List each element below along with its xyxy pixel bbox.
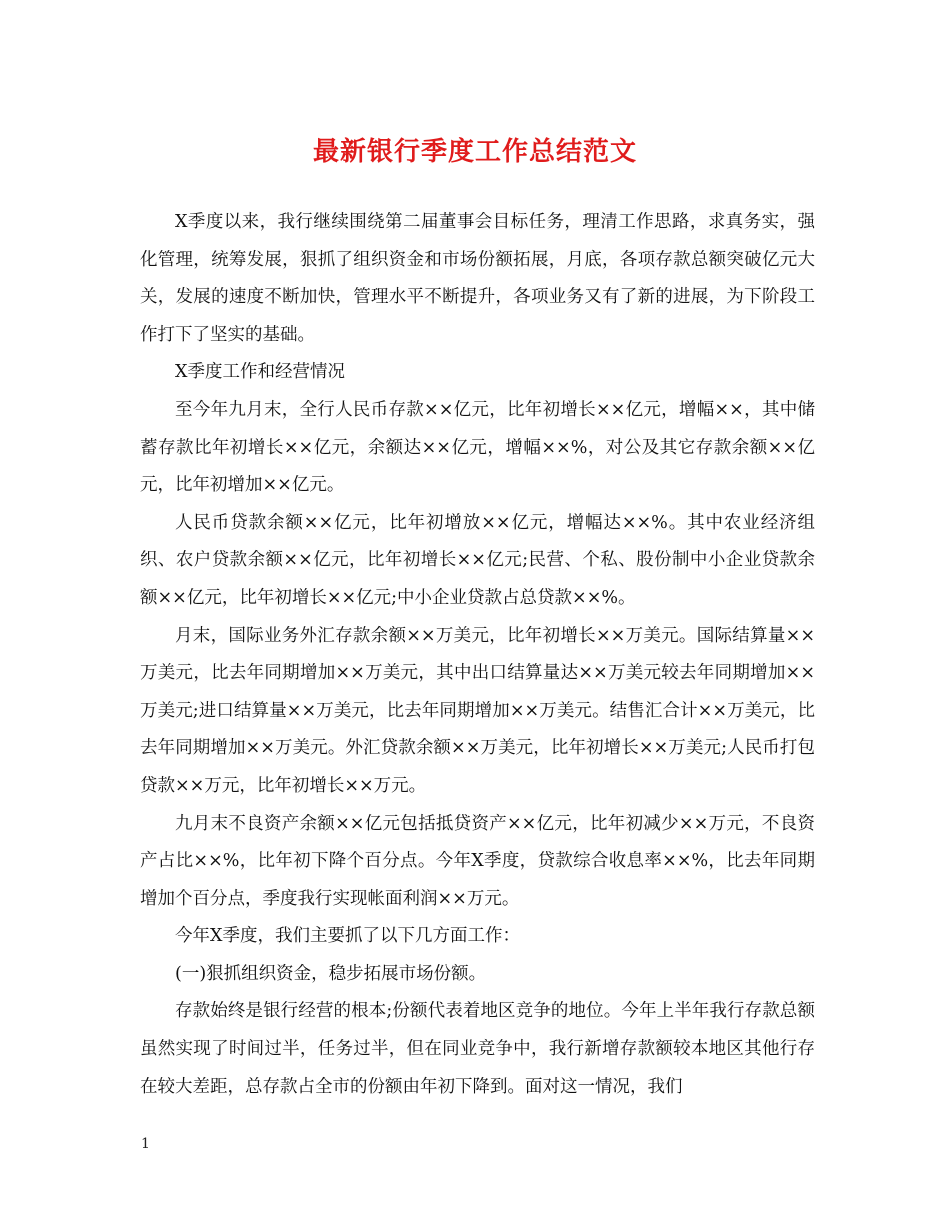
page-number: 1 bbox=[141, 1136, 150, 1152]
loan-paragraph: 人民币贷款余额××亿元，比年初增放××亿元，增幅达××%。其中农业经济组织、农户贷款余额××亿元，比年初增长××亿元;民营、个私、股份制中小企业贷款余额××亿元，比年初增长××亿元;中小企业贷款占总贷款××%。 bbox=[140, 512, 815, 608]
document-body bbox=[140, 204, 815, 1106]
subsection-heading-funds: (一)狠抓组织资金，稳步拓展市场份额。 bbox=[175, 963, 487, 984]
deposit-paragraph: 至今年九月末，全行人民币存款××亿元，比年初增长××亿元，增幅××，其中储蓄存款比年初增长××亿元，余额达××亿元，增幅××%，对公及其它存款余额××亿元，比年初增加××亿元。 bbox=[140, 399, 815, 496]
intro-paragraph: X季度以来，我行继续围绕第二届董事会目标任务，理清工作思路，求真务实，强化管理，统筹发展，狠抓了组织资金和市场份额拓展，月底，各项存款总额突破亿元大关，发展的速度不断加快，管理水平不断提升，各项业务又有了新的进展，为下阶段工作打下了坚实的基础。 bbox=[140, 212, 815, 345]
work-overview-paragraph: 今年X季度，我们主要抓了以下几方面工作： bbox=[175, 926, 520, 947]
funds-paragraph: 存款始终是银行经营的根本;份额代表着地区竞争的地位。今年上半年我行存款总额虽然实现了时间过半，任务过半，但在同业竞争中，我行新增存款额较本地区其他行存在较大差距，总存款占全市的份额由年初下降到。面对这一情况，我们 bbox=[140, 1001, 815, 1097]
section-heading-operations: X季度工作和经营情况 bbox=[175, 362, 345, 383]
document-title: 最新银行季度工作总结范文 bbox=[312, 137, 637, 167]
international-business-paragraph: 月末，国际业务外汇存款余额××万美元，比年初增长××万美元。国际结算量××万美元，比去年同期增加××万美元，其中出口结算量达××万美元较去年同期增加××万美元;进口结算量××万美元，比去年同期增加××万美元。结售汇合计××万美元，比去年同期增加××万美元。外汇贷款余额××万美元，比年初增长××万美元;人民币打包贷款××万元，比年初增长××万元。 bbox=[140, 625, 815, 796]
non-performing-assets-paragraph: 九月末不良资产余额××亿元包括抵贷资产××亿元，比年初减少××万元，不良资产占比××%，比年初下降个百分点。今年X季度，贷款综合收息率××%，比去年同期增加个百分点，季度我行实现帐面利润××万元。 bbox=[140, 813, 815, 909]
